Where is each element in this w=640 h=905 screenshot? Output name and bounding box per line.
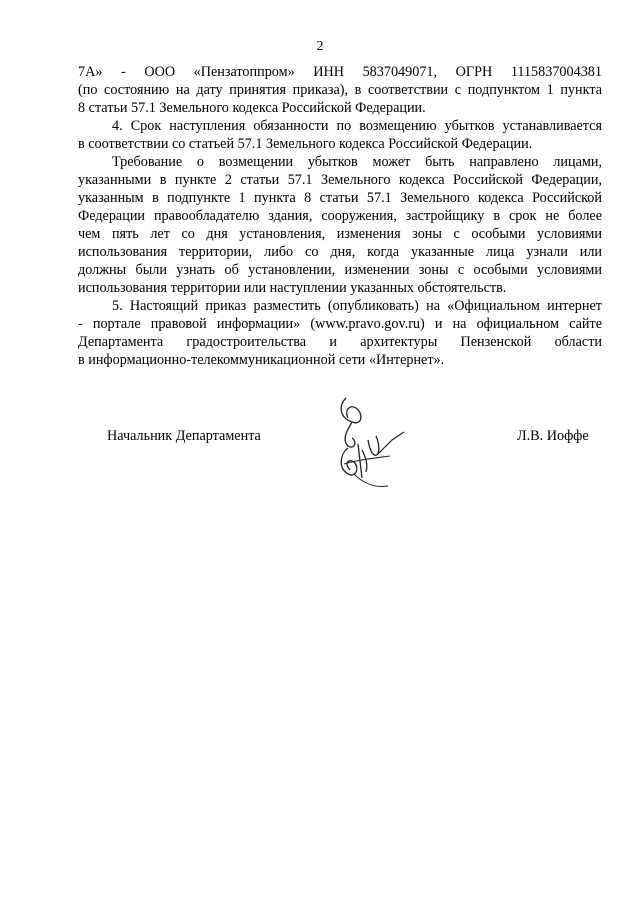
text-line: 4. Срок наступления обязанности по возмещению убытков устанавливается [112, 118, 602, 134]
text-line: в информационно-телекоммуникационной сети «Интернет». [78, 352, 445, 368]
text-line: Требование о возмещении убытков может быть направлено лицами, [112, 154, 602, 170]
text-line: 7А» - ООО «Пензатоппром» ИНН 5837049071, ОГРН 1115837004381 [78, 64, 602, 80]
page-number: 2 [316, 39, 324, 54]
text-line: (по состоянию на дату принятия приказа), в соответствии с подпунктом 1 пункта [78, 82, 602, 98]
text-line: - портале правовой информации» (www.pravo.gov.ru) и на официальном сайте [78, 316, 602, 332]
text-line: должны были узнать об установлении, изменении зоны с особыми условиями [78, 262, 602, 278]
text-line: 8 статьи 57.1 Земельного кодекса Российской Федерации. [78, 100, 426, 116]
text-line: использования территории или наступлении указанных обстоятельств. [78, 280, 507, 296]
text-line: указанным в подпункте 1 пункта 8 статьи 57.1 Земельного кодекса Российской [78, 190, 602, 206]
signatory-name: Л.В. Иоффе [517, 428, 589, 444]
text-line: 5. Настоящий приказ разместить (опубликовать) на «Официальном интернет [112, 298, 602, 314]
text-line: чем пять лет со дня установления, изменения зоны с особыми условиями [78, 226, 602, 242]
signatory-title: Начальник Департамента [107, 428, 261, 444]
text-line: в соответствии со статьей 57.1 Земельного кодекса Российской Федерации. [78, 136, 533, 152]
handwritten-signature [318, 388, 414, 500]
text-line: указанными в пункте 2 статьи 57.1 Земельного кодекса Российской Федерации, [78, 172, 602, 188]
text-line: использования территории, либо со дня, когда указанные лица узнали или [78, 244, 602, 260]
text-line: Департамента градостроительства и архитектуры Пензенской области [78, 334, 602, 350]
text-line: Федерации правообладателю здания, сооружения, застройщику в срок не более [78, 208, 602, 224]
